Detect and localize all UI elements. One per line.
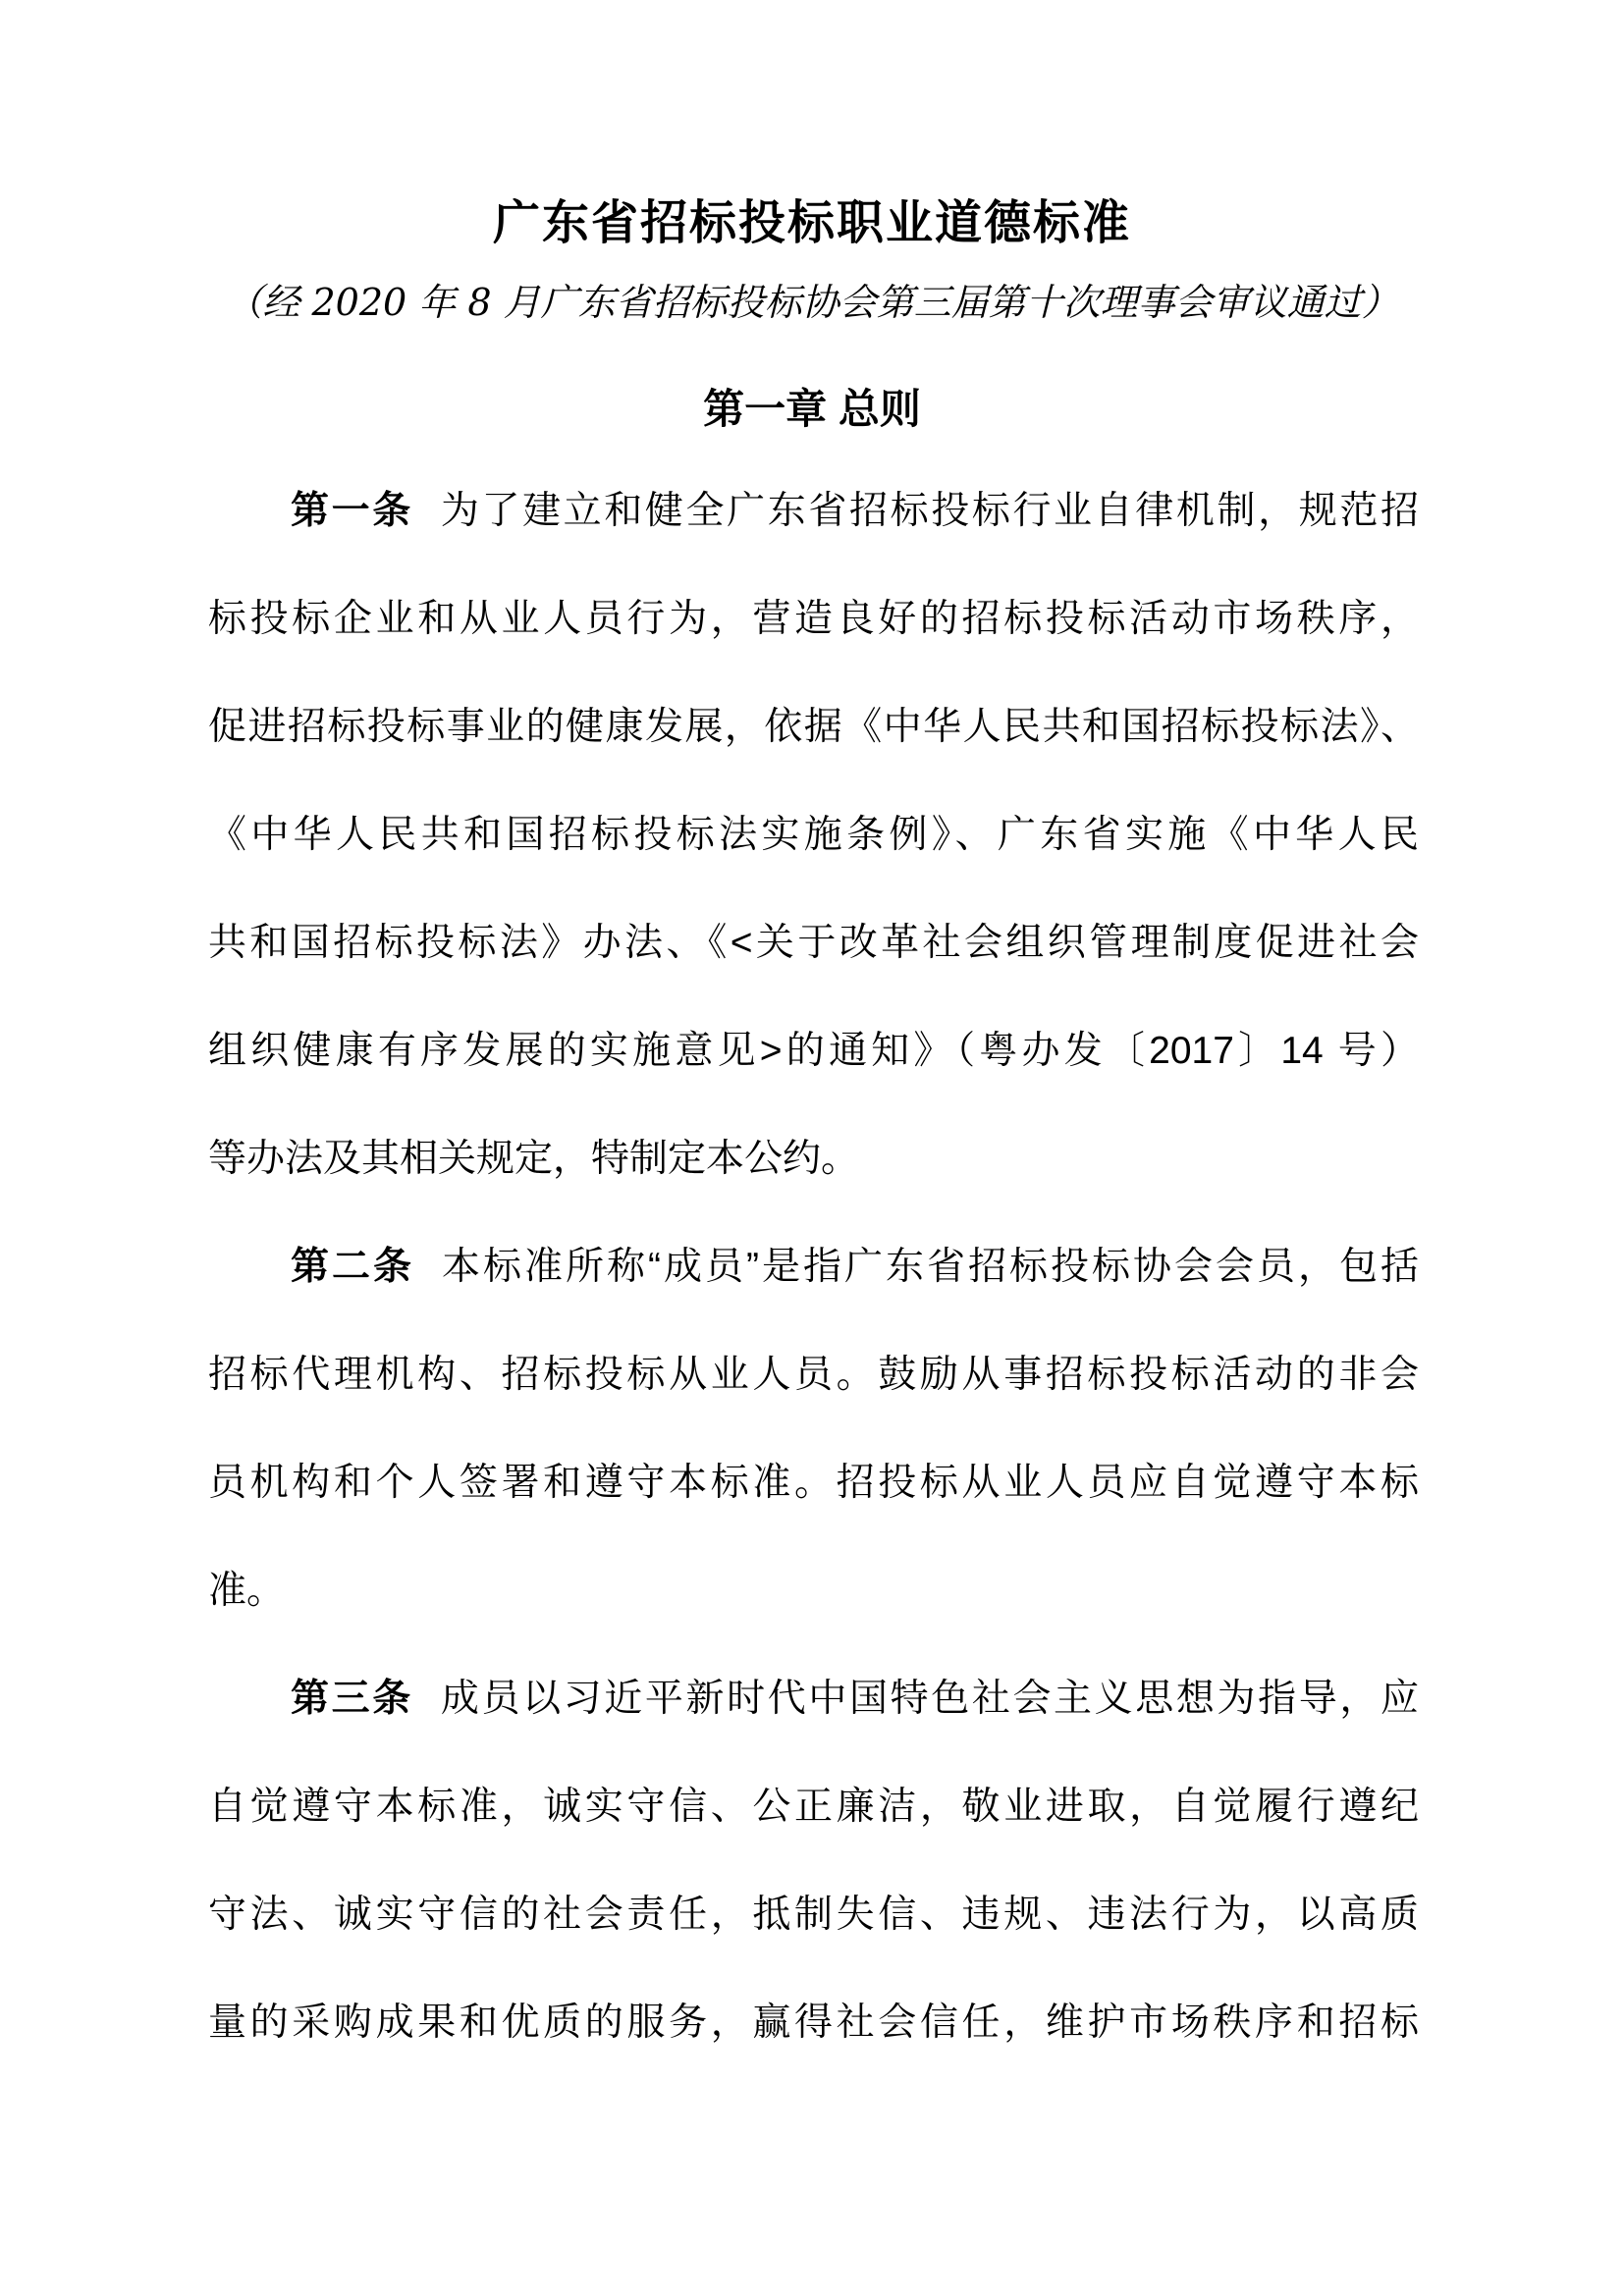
line-text: 员机构和个人签署和遵守本标准。招投标从业人员应自觉遵守本标 (208, 1462, 1419, 1504)
body-line (208, 1213, 1419, 1321)
body-line (208, 1861, 1419, 1969)
line-text: 为了建立和健全广东省招标投标行业自律机制，规范招 (440, 490, 1419, 532)
article-number: 第二条 (291, 1246, 415, 1288)
line-text: 等办法及其相关规定，特制定本公约。 (208, 1138, 860, 1180)
body-line (208, 1753, 1419, 1861)
body-line (208, 1105, 1419, 1213)
line-text: 成员以习近平新时代中国特色社会主义思想为指导，应 (440, 1678, 1419, 1720)
body-line (208, 889, 1419, 997)
line-text: 量的采购成果和优质的服务，赢得社会信任，维护市场秩序和招标 (208, 2002, 1419, 2044)
line-text: 共和国招标投标法》办法、《<关于改革社会组织管理制度促进社会 (208, 922, 1419, 964)
body-line (208, 457, 1419, 565)
body-line (208, 565, 1419, 673)
line-text: 本标准所称“成员”是指广东省招标投标协会会员，包括 (442, 1246, 1419, 1288)
line-text: 标投标企业和从业人员行为，营造良好的招标投标活动市场秩序， (208, 598, 1419, 640)
body-line (208, 1321, 1419, 1429)
body-line (208, 781, 1419, 889)
body-line (208, 1969, 1419, 2077)
line-text: 招标代理机构、招标投标从业人员。鼓励从事招标投标活动的非会 (208, 1354, 1419, 1396)
article-number: 第三条 (291, 1678, 413, 1720)
document-title: 广东省招标投标职业道德标准 (492, 197, 1131, 249)
body-line (208, 1645, 1419, 1753)
line-text: 《中华人民共和国招标投标法实施条例》、广东省实施《中华人民 (208, 814, 1419, 856)
line-text: 守法、诚实守信的社会责任，抵制失信、违规、违法行为，以高质 (208, 1894, 1419, 1936)
body-line (208, 997, 1419, 1105)
article-number: 第一条 (291, 490, 413, 532)
document-body (208, 457, 1419, 2077)
body-line (208, 1429, 1419, 1537)
line-text: 自觉遵守本标准，诚实守信、公正廉洁，敬业进取，自觉履行遵纪 (208, 1786, 1419, 1828)
body-line (208, 673, 1419, 781)
body-line (208, 1537, 1419, 1645)
document-subtitle: （经 2020 年 8 月广东省招标投标协会第三届第十次理事会审议通过） (225, 281, 1399, 324)
chapter-heading: 第一章 总则 (703, 386, 921, 432)
line-text: 促进招标投标事业的健康发展，依据《中华人民共和国招标投标法》、 (208, 706, 1419, 748)
line-text: 组织健康有序发展的实施意见>的通知》（粤办发〔2017〕14 号） (208, 1030, 1419, 1072)
line-text: 准。 (208, 1570, 286, 1612)
